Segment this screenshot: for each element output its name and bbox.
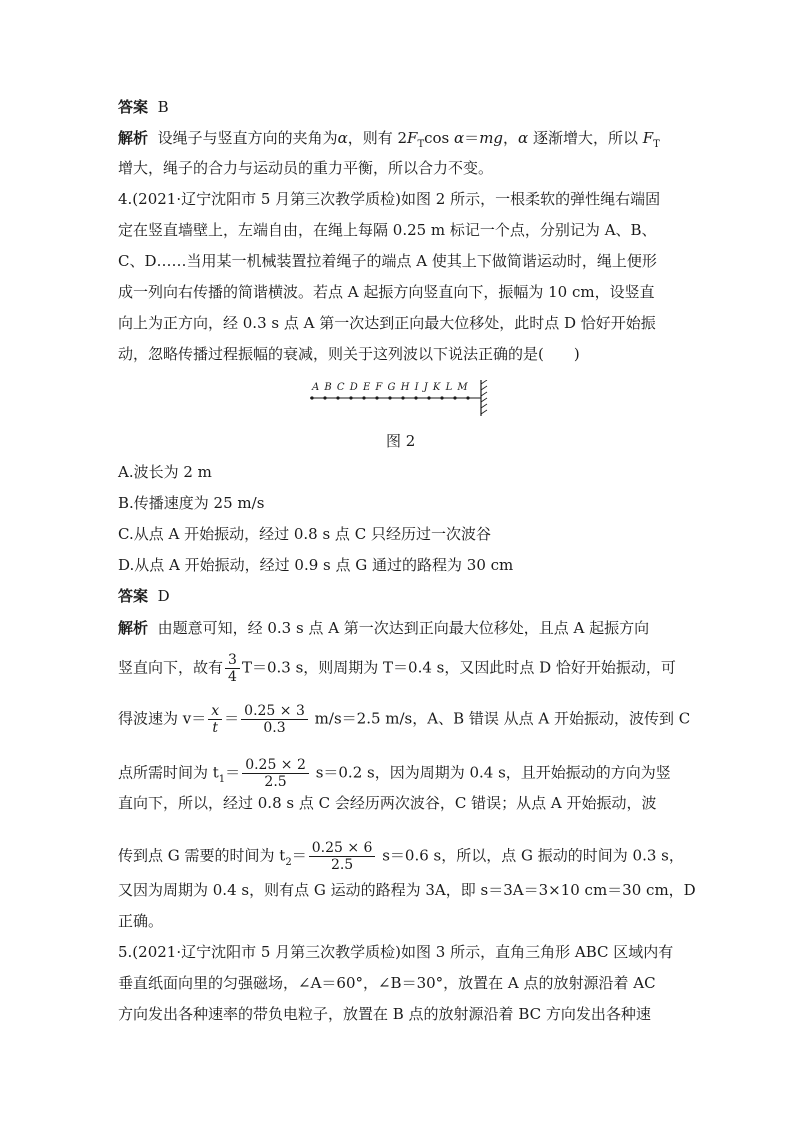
q4-analysis-line-3: 得波速为 v＝ $\frac{x}{t}$ ＝ $\frac{0.25 \times 3}{0.3}$ m/s＝2.5 m/s，A、B 错误 从点 A 开始振动，波传到 C bbox=[118, 703, 691, 736]
rope-figure bbox=[300, 380, 500, 420]
q4-stem-line: C、D……当用某一机械装置拉着绳子的端点 A 使其上下做简谐运动时，绳上便形 bbox=[118, 252, 657, 270]
q4-answer-line bbox=[118, 586, 170, 606]
q4-analysis-line-6: 传到点 G 需要的时间为 $t_2=$ $\frac{0.25 \times 6}{2.5}$ s＝0.6 s，所以，点 G 振动的时间为 0.3 s， bbox=[118, 840, 684, 873]
q4-stem-line: 成一列向右传播的简谐横波。若点 A 起振方向竖直向下，振幅为 10 cm，设竖直 bbox=[118, 283, 655, 301]
q4-analysis-line-8: 正确。 bbox=[118, 912, 164, 930]
option-d: D.从点 A 开始振动，经过 0.9 s 点 G 通过的路程为 30 cm bbox=[118, 556, 514, 574]
analysis-label: 解析 bbox=[118, 619, 149, 637]
figure-caption: 图 2 bbox=[386, 432, 416, 450]
fraction: $\frac{0.25 \times 6}{2.5}$ bbox=[309, 840, 376, 873]
answer-value: B bbox=[157, 98, 169, 116]
answer-label: 答案 bbox=[118, 587, 149, 605]
fraction: $\frac{0.25 \times 2}{2.5}$ bbox=[242, 757, 309, 790]
fraction: $\frac{x}{t}$ bbox=[208, 703, 222, 736]
q3-answer-line bbox=[118, 97, 169, 117]
q5-stem-line: 方向发出各种速率的带负电粒子，放置在 B 点的放射源沿着 BC 方向发出各种速 bbox=[118, 1005, 651, 1023]
q4-analysis-line-2: 竖直向下，故有 $\frac{3}{4}$ T＝0.3 s，则周期为 T＝0.4 s，又因此时点 D 恰好开始振动，可 bbox=[118, 652, 676, 685]
analysis-label: 解析 bbox=[118, 129, 149, 147]
q4-stem-line: 定在竖直墙壁上，左端自由，在绳上每隔 0.25 m 标记一个点，分别记为 A、B、 bbox=[118, 221, 657, 239]
q4-stem-line: 动，忽略传播过程振幅的衰减，则关于这列波以下说法正确的是( ) bbox=[118, 345, 580, 363]
option-c: C.从点 A 开始振动，经过 0.8 s 点 C 只经历过一次波谷 bbox=[118, 525, 491, 543]
q4-stem-line: 4.(2021·辽宁沈阳市 5 月第三次教学质检)如图 2 所示，一根柔软的弹性绳右端固 bbox=[118, 190, 661, 208]
option-b: B.传播速度为 25 m/s bbox=[118, 494, 265, 512]
q4-analysis-line-1: 解析 由题意可知，经 0.3 s 点 A 第一次达到正向最大位移处，且点 A 起振方向 bbox=[118, 619, 650, 637]
fraction: $\frac{3}{4}$ bbox=[225, 652, 240, 685]
q4-analysis-line-5: 直向下，所以，经过 0.8 s 点 C 会经历两次波谷，C 错误；从点 A 开始振动，波 bbox=[118, 794, 657, 812]
q5-stem-line: 5.(2021·辽宁沈阳市 5 月第三次教学质检)如图 3 所示，直角三角形 ABC 区域内有 bbox=[118, 943, 674, 961]
option-a: A.波长为 2 m bbox=[118, 463, 212, 481]
q4-analysis-line-4: 点所需时间为 $t_1=$ $\frac{0.25 \times 2}{2.5}$ s＝0.2 s，因为周期为 0.4 s，且开始振动的方向为竖 bbox=[118, 757, 671, 790]
q3-analysis-line-1: 解析 设绳子与竖直方向的夹角为α，则有 $2F_T\cos$ α＝mg，α 逐渐增大，所以 $F_T$ bbox=[118, 129, 660, 150]
wall-hatching bbox=[481, 380, 487, 414]
q4-stem-line: 向上为正方向，经 0.3 s 点 A 第一次达到正向最大位移处，此时点 D 恰好开始振 bbox=[118, 314, 656, 332]
figure-point-labels: A B C D E F G H I J K L M bbox=[312, 382, 469, 393]
q5-stem-line: 垂直纸面向里的匀强磁场，∠A＝60°，∠B＝30°，放置在 A 点的放射源沿着 AC bbox=[118, 974, 656, 992]
fraction: $\frac{0.25 \times 3}{0.3}$ bbox=[241, 703, 308, 736]
answer-label: 答案 bbox=[118, 98, 149, 116]
answer-value: D bbox=[157, 587, 170, 605]
q4-analysis-line-7: 又因为周期为 0.4 s，则有点 G 运动的路程为 3A，即 s＝3A＝3×10 cm＝30 cm，D bbox=[118, 881, 696, 899]
q3-analysis-line-2: 增大，绳子的合力与运动员的重力平衡，所以合力不变。 bbox=[118, 159, 494, 177]
